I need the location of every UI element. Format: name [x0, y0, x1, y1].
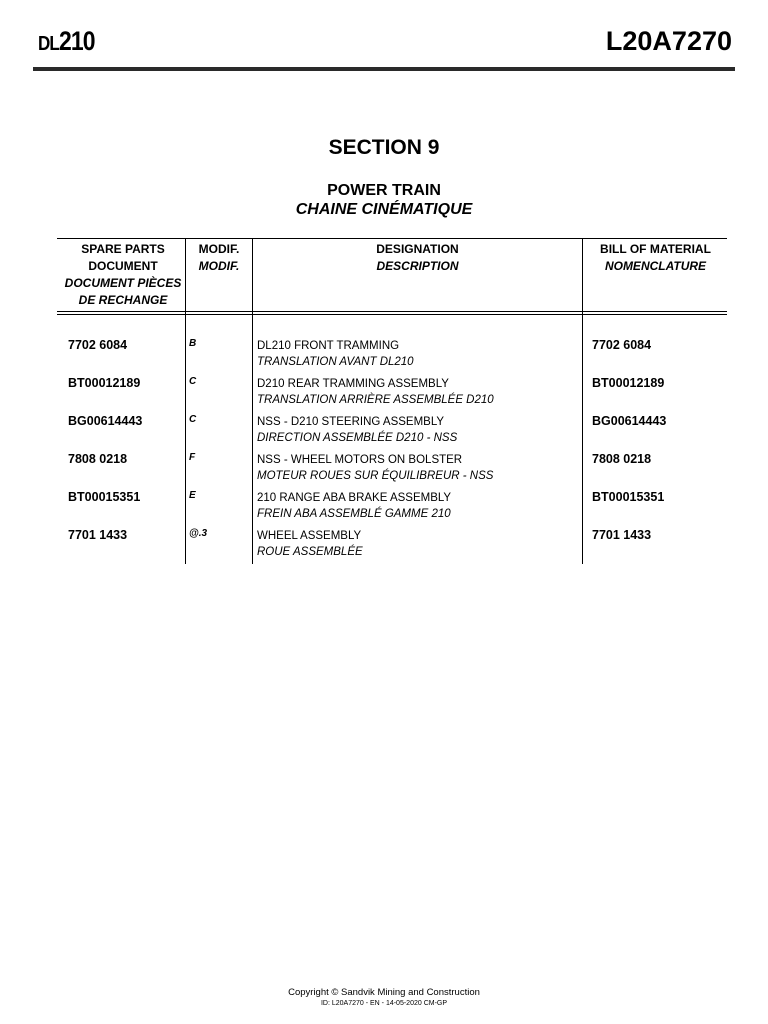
table-row: [0, 337, 768, 375]
designation: [257, 338, 414, 370]
spare-parts-doc-link[interactable]: BG00614443: [68, 414, 143, 428]
designation-fr: FREIN ABA ASSEMBLÉ GAMME 210: [257, 508, 451, 520]
header-divider: [33, 67, 735, 71]
header-text: NOMENCLATURE: [604, 259, 707, 273]
section-title: SECTION 9: [328, 136, 440, 159]
section-name: [0, 181, 768, 219]
header-text: DOCUMENT PIÈCES: [64, 276, 182, 290]
bill-of-material-link[interactable]: BT00015351: [592, 490, 665, 504]
footer-document-id: ID: L20A7270 - EN - 14-05-2020 CM-GP: [320, 1000, 448, 1007]
bill-of-material-link[interactable]: 7702 6084: [592, 338, 652, 352]
header-modif: [186, 241, 252, 275]
modif-code: B: [189, 338, 197, 349]
designation-en: NSS - D210 STEERING ASSEMBLY: [257, 416, 445, 428]
designation-fr: TRANSLATION AVANT DL210: [257, 356, 414, 368]
table-row: [0, 451, 768, 489]
designation-fr: ROUE ASSEMBLÉE: [257, 546, 363, 558]
header-text: DESIGNATION: [376, 242, 459, 256]
designation: [257, 452, 493, 484]
spare-parts-doc-link[interactable]: 7808 0218: [68, 452, 128, 466]
header-text: SPARE PARTS: [81, 242, 165, 256]
spare-parts-doc-link[interactable]: 7702 6084: [68, 338, 128, 352]
designation-en: NSS - WHEEL MOTORS ON BOLSTER: [257, 454, 463, 466]
section-name-en: POWER TRAIN: [327, 182, 441, 199]
designation: [257, 376, 494, 408]
designation-en: WHEEL ASSEMBLY: [257, 530, 362, 542]
modif-code: C: [189, 414, 197, 425]
model-prefix: DL: [38, 33, 59, 55]
modif-code: E: [189, 490, 196, 501]
designation-fr: TRANSLATION ARRIÈRE ASSEMBLÉE D210: [257, 394, 494, 406]
header-text: DESCRIPTION: [376, 259, 459, 273]
table-row: [0, 413, 768, 451]
header-text: MODIF.: [198, 242, 240, 256]
header-bill-of-material: [583, 241, 728, 275]
model-number: 210: [58, 26, 95, 56]
table-row: [0, 527, 768, 565]
model-logo: [38, 28, 95, 55]
header-text: DOCUMENT: [88, 259, 158, 273]
table-header-rule: [57, 311, 727, 312]
table-top-rule: [57, 238, 727, 239]
modif-code: F: [189, 452, 196, 463]
bill-of-material-link[interactable]: 7808 0218: [592, 452, 652, 466]
designation-fr: DIRECTION ASSEMBLÉE D210 - NSS: [257, 432, 458, 444]
document-code: L20A7270: [605, 26, 732, 56]
table-row: [0, 375, 768, 413]
header-spare-parts: [59, 241, 187, 309]
bill-of-material-link[interactable]: BT00012189: [592, 376, 665, 390]
designation-en: DL210 FRONT TRAMMING: [257, 340, 400, 352]
spare-parts-doc-link[interactable]: 7701 1433: [68, 528, 128, 542]
spare-parts-doc-link[interactable]: BT00012189: [68, 376, 141, 390]
bill-of-material-link[interactable]: BG00614443: [592, 414, 667, 428]
bill-of-material-link[interactable]: 7701 1433: [592, 528, 652, 542]
modif-code: C: [189, 376, 197, 387]
designation-en: D210 REAR TRAMMING ASSEMBLY: [257, 378, 449, 390]
section-name-fr: CHAINE CINÉMATIQUE: [295, 201, 473, 218]
footer-copyright: Copyright © Sandvik Mining and Construction: [288, 987, 480, 998]
table-row: [0, 489, 768, 527]
designation: [257, 528, 363, 560]
designation-en: 210 RANGE ABA BRAKE ASSEMBLY: [257, 492, 452, 504]
spare-parts-doc-link[interactable]: BT00015351: [68, 490, 141, 504]
designation-fr: MOTEUR ROUES SUR ÉQUILIBREUR - NSS: [257, 470, 494, 482]
modif-code: @.3: [189, 528, 208, 539]
designation: [257, 490, 451, 522]
header-text: BILL OF MATERIAL: [600, 242, 711, 256]
header-designation: [253, 241, 582, 275]
designation: [257, 414, 457, 446]
header-text: MODIF.: [198, 259, 240, 273]
table-header-rule-double: [57, 314, 727, 315]
header-text: DE RECHANGE: [78, 293, 168, 307]
